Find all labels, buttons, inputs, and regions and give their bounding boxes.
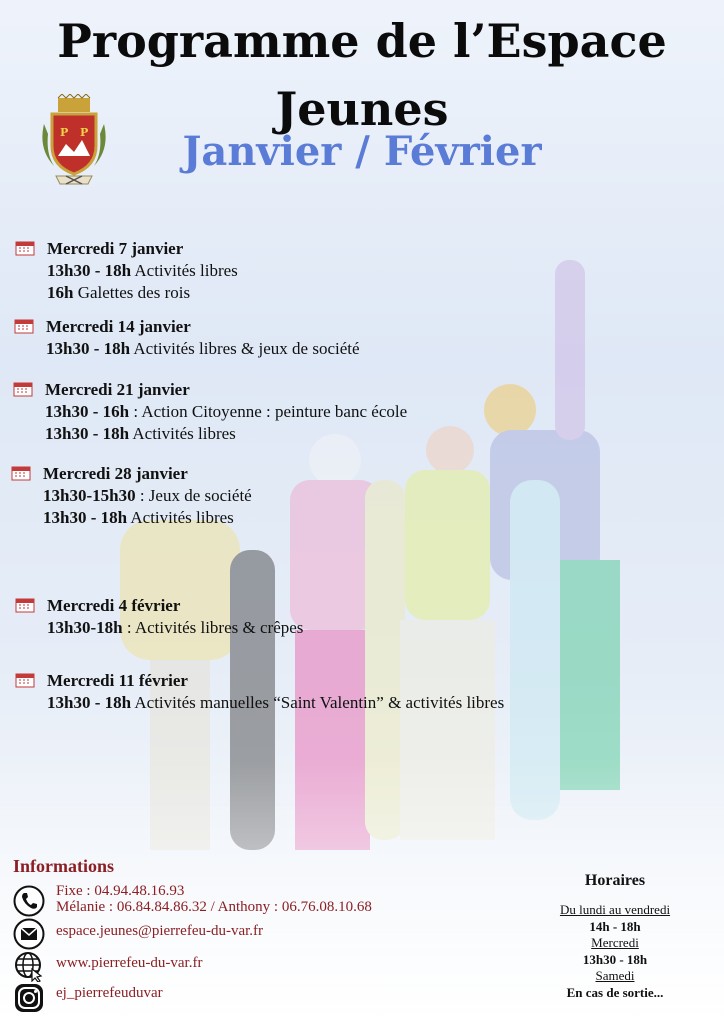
event-activity: : Activités libres & crêpes <box>122 618 304 637</box>
wednesday-hours: 13h30 - 18h <box>582 951 648 967</box>
event-line <box>47 692 504 714</box>
event-line <box>43 507 234 529</box>
event-line <box>47 260 238 282</box>
page-title-line1: Programme de l’Espace <box>57 14 667 68</box>
saturday-hours: En cas de sortie... <box>566 984 664 1000</box>
phone-fixed: Fixe : 04.94.48.16.93 <box>56 883 185 899</box>
phone-icon <box>13 885 45 917</box>
event-date: Mercredi 11 février <box>47 671 188 690</box>
calendar-icon <box>15 672 35 688</box>
calendar-icon <box>15 240 35 256</box>
page-title-line2: Jeunes <box>275 82 449 136</box>
weekday-label: Du lundi au vendredi <box>559 902 671 917</box>
calendar-icon <box>13 381 33 397</box>
wednesday-label: Mercredi <box>591 935 639 950</box>
event-2 <box>14 316 514 360</box>
event-time: 16h <box>47 283 74 302</box>
event-date: Mercredi 28 janvier <box>43 464 188 483</box>
event-activity: Activités libres <box>131 261 238 280</box>
event-4 <box>11 463 511 529</box>
event-activity: Activités libres & jeux de société <box>130 339 360 358</box>
event-date: Mercredi 14 janvier <box>46 317 191 336</box>
event-5 <box>15 595 515 639</box>
event-3 <box>13 379 513 445</box>
event-6 <box>15 670 575 714</box>
weekday-hours: 14h - 18h <box>589 918 641 934</box>
calendar-icon <box>11 465 31 481</box>
info-title: Informations <box>13 856 115 876</box>
event-activity: : Jeux de société <box>135 486 252 505</box>
hours-panel <box>540 872 690 1001</box>
instagram-icon <box>13 982 45 1014</box>
event-time: 13h30 - 18h <box>47 693 132 712</box>
crest-letter-right: P <box>80 126 89 139</box>
event-date: Mercredi 21 janvier <box>45 380 190 399</box>
email-link[interactable]: espace.jeunes@pierrefeu-du-var.fr <box>56 923 264 939</box>
phone-mobile: Mélanie : 06.84.84.86.32 / Anthony : 06.76.08.10.68 <box>56 899 372 915</box>
event-time: 13h30 - 18h <box>43 508 128 527</box>
crest-letter-left: P <box>60 126 69 139</box>
event-line <box>47 282 190 304</box>
mail-icon <box>13 918 45 950</box>
event-activity: Activités manuelles “Saint Valentin” & activités libres <box>131 693 505 712</box>
instagram-handle[interactable]: ej_pierrefeuduvar <box>56 985 163 1001</box>
event-time: 13h30 - 18h <box>47 261 132 280</box>
event-time: 13h30 - 18h <box>45 424 130 443</box>
event-date: Mercredi 4 février <box>47 596 181 615</box>
saturday-label: Samedi <box>595 968 635 983</box>
event-line <box>43 485 252 507</box>
event-line <box>46 338 360 360</box>
period-subtitle: Janvier / Février <box>182 128 542 175</box>
event-time: 13h30 - 18h <box>46 339 131 358</box>
event-time: 13h30-18h <box>47 618 123 637</box>
event-line <box>45 401 407 423</box>
event-activity: : Action Citoyenne : peinture banc école <box>129 402 408 421</box>
event-time: 13h30 - 16h <box>45 402 130 421</box>
event-1 <box>15 238 515 304</box>
event-activity: Activités libres <box>127 508 234 527</box>
event-activity: Activités libres <box>129 424 236 443</box>
web-icon <box>13 950 45 982</box>
event-time: 13h30-15h30 <box>43 486 136 505</box>
coat-of-arms-logo <box>36 94 112 186</box>
calendar-icon <box>15 597 35 613</box>
event-line <box>45 423 236 445</box>
event-line <box>47 617 303 639</box>
event-activity: Galettes des rois <box>73 283 191 302</box>
event-date: Mercredi 7 janvier <box>47 239 184 258</box>
hours-title: Horaires <box>584 872 646 889</box>
calendar-icon <box>14 318 34 334</box>
website-link[interactable]: www.pierrefeu-du-var.fr <box>56 955 203 971</box>
